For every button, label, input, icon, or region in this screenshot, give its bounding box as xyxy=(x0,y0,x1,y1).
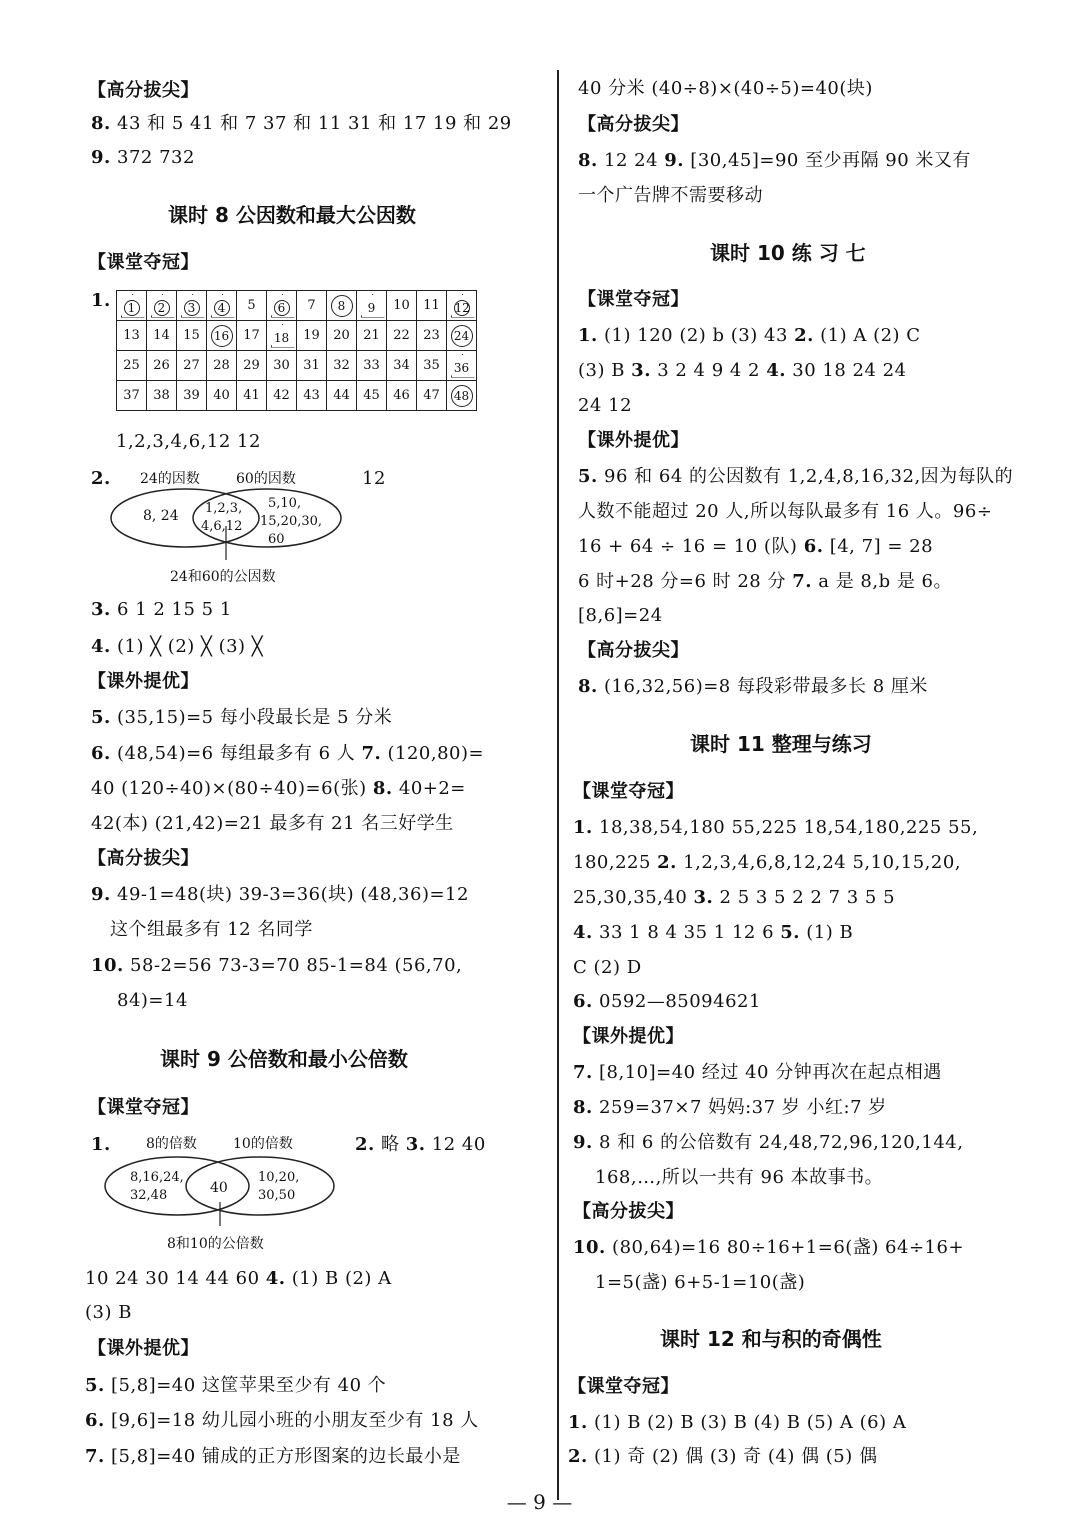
answer-line: 8. 43 和 5 41 和 7 37 和 11 31 和 17 19 和 29 xyxy=(91,113,512,134)
answer-line: (3) B 3. 3 2 4 9 4 2 4. 30 18 24 24 xyxy=(578,360,907,381)
question-number: 1. xyxy=(91,290,111,311)
triangle-mark: 36 xyxy=(449,354,475,378)
grid-cell: 25 xyxy=(117,351,147,381)
number-grid xyxy=(116,290,477,411)
triangle-mark: 18 xyxy=(269,324,295,348)
answer-line: 3. 6 1 2 15 5 1 xyxy=(91,599,232,620)
answer-line: 1,2,3,4,6,12 12 xyxy=(116,431,261,452)
grid-cell: 27 xyxy=(177,351,207,381)
page-number: — 9 — xyxy=(506,1490,573,1514)
answer-line: (3) B xyxy=(85,1302,132,1323)
answer-line: C (2) D xyxy=(573,957,642,978)
answer-line: 8. (16,32,56)=8 每段彩带最多长 8 厘米 xyxy=(578,676,928,697)
grid-cell: 13 xyxy=(117,321,147,351)
grid-cell xyxy=(327,291,357,321)
grid-cell xyxy=(207,321,237,351)
answer-line: 9. 8 和 6 的公倍数有 24,48,72,96,120,144, xyxy=(573,1132,964,1153)
answer-line: 7. [8,10]=40 经过 40 分钟再次在起点相遇 xyxy=(573,1062,942,1083)
grid-cell: 21 xyxy=(357,321,387,351)
answer-line: 一个广告牌不需要移动 xyxy=(578,185,763,206)
venn-mid-content: 40 xyxy=(210,1180,228,1196)
section-header: 【高分拔尖】 xyxy=(88,848,199,869)
grid-cell: 32 xyxy=(327,351,357,381)
answer-line: 这个组最多有 12 名同学 xyxy=(110,919,313,940)
grid-cell: 33 xyxy=(357,351,387,381)
answer-line: 6 时+28 分=6 时 28 分 7. a 是 8,b 是 6。 xyxy=(578,571,953,592)
triangle-circle-mark: 12 xyxy=(449,294,475,318)
grid-cell: 45 xyxy=(357,381,387,411)
venn-right-content: 15,20,30, xyxy=(260,514,323,529)
venn-circle-right xyxy=(186,1157,334,1215)
answer-line: 40 分米 (40÷8)×(40÷5)=40(块) xyxy=(578,78,873,99)
answer-line: 84)=14 xyxy=(117,990,188,1011)
grid-cell: 40 xyxy=(207,381,237,411)
answer-line: 4. 33 1 8 4 35 1 12 6 5. (1) B xyxy=(573,922,854,943)
grid-cell: 43 xyxy=(297,381,327,411)
grid-cell xyxy=(447,351,477,381)
grid-cell: 44 xyxy=(327,381,357,411)
answer-line: 6. (48,54)=6 每组最多有 6 人 7. (120,80)= xyxy=(91,743,485,764)
answer-line: 7. [5,8]=40 铺成的正方形图案的边长最小是 xyxy=(85,1446,461,1467)
answer-line: 5. [5,8]=40 这筐苹果至少有 40 个 xyxy=(85,1375,387,1396)
grid-cell: 38 xyxy=(147,381,177,411)
answer-line: 24 12 xyxy=(578,395,633,416)
answer-line: 1. (1) B (2) B (3) B (4) B (5) A (6) A xyxy=(568,1412,907,1433)
grid-cell: 23 xyxy=(417,321,447,351)
answer-line: 5. (35,15)=5 每小段最长是 5 分米 xyxy=(91,707,393,728)
circle-mark: 48 xyxy=(451,385,473,407)
answer-line: 40 (120÷40)×(80÷40)=6(张) 8. 40+2= xyxy=(91,778,466,799)
grid-cell: 20 xyxy=(327,321,357,351)
venn-left-content: 8, 24 xyxy=(143,508,179,524)
venn-caption: 8和10的公倍数 xyxy=(167,1236,264,1252)
section-header: 【课堂夺冠】 xyxy=(578,289,689,310)
answer-line: 10 24 30 14 44 60 4. (1) B (2) A xyxy=(85,1268,392,1289)
answer-line: 1. 18,38,54,180 55,225 18,54,180,225 55, xyxy=(573,817,979,838)
grid-cell xyxy=(447,321,477,351)
question-number: 2. xyxy=(91,468,111,489)
grid-cell: 17 xyxy=(237,321,267,351)
grid-cell: 35 xyxy=(417,351,447,381)
answer-line: 1. (1) 120 (2) b (3) 43 2. (1) A (2) C xyxy=(578,325,921,346)
grid-cell: 34 xyxy=(387,351,417,381)
triangle-circle-mark: 6 xyxy=(269,294,295,318)
answer-line: 6. [9,6]=18 幼儿园小班的小朋友至少有 18 人 xyxy=(85,1410,479,1431)
grid-cell: 37 xyxy=(117,381,147,411)
grid-cell: 46 xyxy=(387,381,417,411)
answer-line: 2. 略 3. 12 40 xyxy=(355,1134,486,1155)
lesson-title: 课时 9 公倍数和最小公倍数 xyxy=(160,1047,408,1071)
question-number: 1. xyxy=(91,1134,111,1155)
grid-cell: 29 xyxy=(237,351,267,381)
circle-mark: 24 xyxy=(451,325,473,347)
venn-label-right: 60的因数 xyxy=(236,471,296,487)
triangle-circle-mark: 4 xyxy=(209,294,235,318)
grid-cell: 22 xyxy=(387,321,417,351)
grid-cell xyxy=(357,291,387,321)
section-header: 【高分拔尖】 xyxy=(578,640,689,661)
triangle-circle-mark: 2 xyxy=(149,294,175,318)
lesson-title: 课时 8 公因数和最大公因数 xyxy=(168,203,416,227)
answer-line: [8,6]=24 xyxy=(578,605,663,626)
grid-cell: 10 xyxy=(387,291,417,321)
grid-cell xyxy=(447,381,477,411)
answer-line: 42(本) (21,42)=21 最多有 21 名三好学生 xyxy=(91,813,454,834)
answer-line: 8. 259=37×7 妈妈:37 岁 小红:7 岁 xyxy=(573,1097,887,1118)
section-header: 【高分拔尖】 xyxy=(88,80,199,101)
column-divider xyxy=(557,70,559,1500)
venn-circle-left xyxy=(111,489,259,547)
grid-cell: 19 xyxy=(297,321,327,351)
venn-right-content: 10,20, xyxy=(258,1170,300,1185)
answer-line: 6. 0592—85094621 xyxy=(573,991,761,1012)
circle-mark: 16 xyxy=(211,325,233,347)
grid-cell: 41 xyxy=(237,381,267,411)
grid-cell: 7 xyxy=(297,291,327,321)
grid-cell: 11 xyxy=(417,291,447,321)
venn-right-content: 5,10, xyxy=(268,496,302,511)
venn-mid-content: 4,6,12 xyxy=(201,519,243,534)
answer-line: 10. 58-2=56 73-3=70 85-1=84 (56,70, xyxy=(91,955,463,976)
answer-line: 168,…,所以一共有 96 本故事书。 xyxy=(595,1167,884,1188)
lesson-title: 课时 11 整理与练习 xyxy=(690,732,872,756)
grid-cell xyxy=(447,291,477,321)
triangle-mark: 9 xyxy=(359,294,385,318)
venn-right-content: 30,50 xyxy=(258,1188,296,1203)
section-header: 【课堂夺冠】 xyxy=(568,1376,679,1397)
grid-cell xyxy=(147,291,177,321)
answer-line: 10. (80,64)=16 80÷16+1=6(盏) 64÷16+ xyxy=(573,1237,965,1258)
venn-caption: 24和60的公因数 xyxy=(170,569,276,585)
answer-line: 16 + 64 ÷ 16 = 10 (队) 6. [4, 7] = 28 xyxy=(578,536,934,557)
grid-cell: 31 xyxy=(297,351,327,381)
venn-label-right: 10的倍数 xyxy=(233,1136,293,1152)
section-header: 【课堂夺冠】 xyxy=(88,252,199,273)
answer-line: 人数不能超过 20 人,所以每队最多有 16 人。96÷ xyxy=(578,501,993,522)
section-header: 【课外提优】 xyxy=(88,671,199,692)
answer-line: 180,225 2. 1,2,3,4,6,8,12,24 5,10,15,20, xyxy=(573,852,962,873)
circle-mark: 8 xyxy=(331,295,353,317)
section-header: 【课堂夺冠】 xyxy=(88,1097,199,1118)
lesson-title: 课时 12 和与积的奇偶性 xyxy=(660,1327,882,1351)
section-header: 【高分拔尖】 xyxy=(573,1201,684,1222)
section-header: 【课外提优】 xyxy=(578,430,689,451)
section-header: 【课外提优】 xyxy=(88,1338,199,1359)
lesson-title: 课时 10 练 习 七 xyxy=(710,241,866,265)
grid-cell xyxy=(267,321,297,351)
grid-cell: 5 xyxy=(237,291,267,321)
grid-cell: 26 xyxy=(147,351,177,381)
grid-cell: 14 xyxy=(147,321,177,351)
grid-cell xyxy=(267,291,297,321)
grid-cell xyxy=(117,291,147,321)
grid-cell xyxy=(177,291,207,321)
triangle-circle-mark: 3 xyxy=(179,294,205,318)
venn-mid-content: 1,2,3, xyxy=(205,501,243,516)
grid-cell xyxy=(207,291,237,321)
answer-value: 12 xyxy=(362,468,386,489)
venn-label-left: 24的因数 xyxy=(140,471,200,487)
venn-left-content: 8,16,24, xyxy=(130,1170,184,1185)
grid-cell: 39 xyxy=(177,381,207,411)
answer-line: 8. 12 24 9. [30,45]=90 至少再隔 90 米又有 xyxy=(578,150,971,171)
answer-line: 2. (1) 奇 (2) 偶 (3) 奇 (4) 偶 (5) 偶 xyxy=(568,1446,878,1467)
answer-line: 9. 372 732 xyxy=(91,147,195,168)
answer-line: 9. 49-1=48(块) 39-3=36(块) (48,36)=12 xyxy=(91,884,469,905)
answer-line: 25,30,35,40 3. 2 5 3 5 2 2 7 3 5 5 xyxy=(573,887,896,908)
venn-left-content: 32,48 xyxy=(130,1188,168,1203)
answer-line: 5. 96 和 64 的公因数有 1,2,4,8,16,32,因为每队的 xyxy=(578,466,1014,487)
answer-line: 1=5(盏) 6+5-1=10(盏) xyxy=(595,1272,806,1293)
grid-cell: 30 xyxy=(267,351,297,381)
triangle-circle-mark: 1 xyxy=(119,294,145,318)
grid-cell: 15 xyxy=(177,321,207,351)
section-header: 【课外提优】 xyxy=(573,1026,684,1047)
venn-label-left: 8的倍数 xyxy=(146,1136,197,1152)
grid-cell: 47 xyxy=(417,381,447,411)
venn-right-content: 60 xyxy=(268,532,285,547)
section-header: 【高分拔尖】 xyxy=(578,114,689,135)
grid-cell: 28 xyxy=(207,351,237,381)
section-header: 【课堂夺冠】 xyxy=(573,781,684,802)
answer-line: 4. (1) ╳ (2) ╳ (3) ╳ xyxy=(91,636,264,657)
grid-cell: 42 xyxy=(267,381,297,411)
